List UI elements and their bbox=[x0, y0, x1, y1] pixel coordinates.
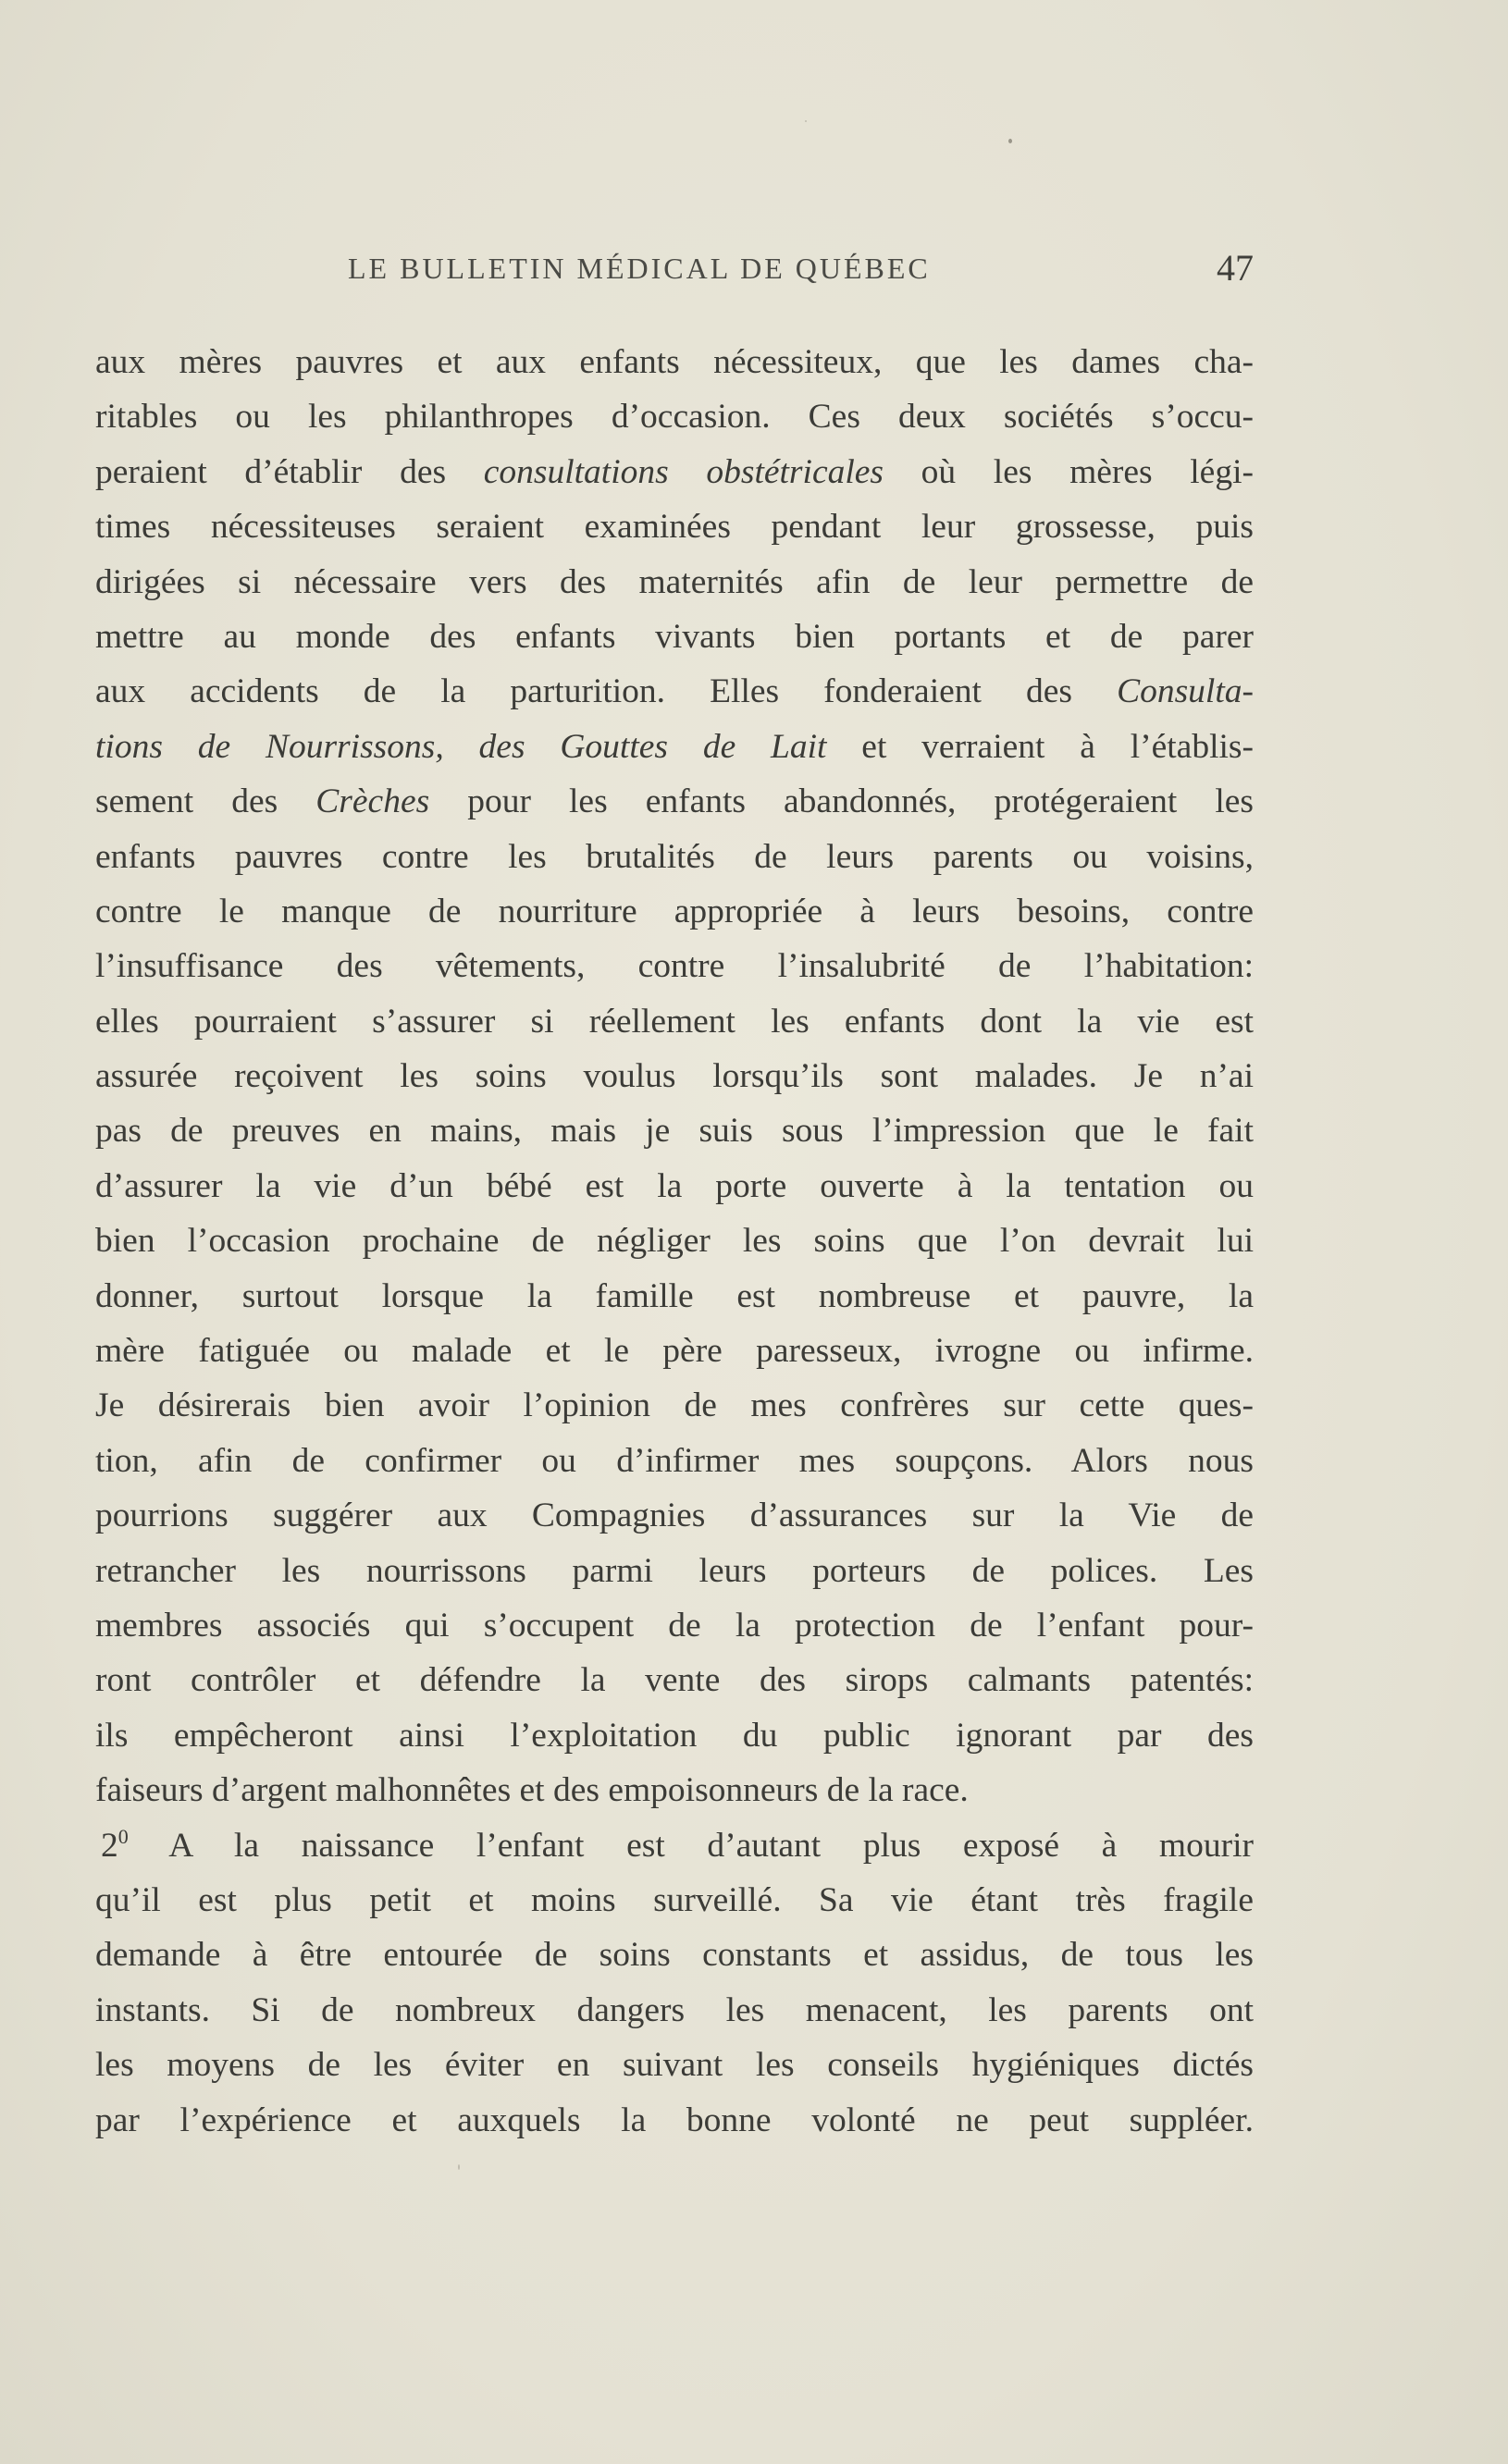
text-line: par l’expérience et auxquels la bonne volonté ne peut suppléer. bbox=[95, 2101, 1254, 2139]
text-line: tion, afin de confirmer ou d’infirmer mes soupçons. Alors nous bbox=[95, 1441, 1254, 1480]
text-line: demande à être entourée de soins constants et assidus, de tous les bbox=[95, 1936, 1254, 1975]
text-line: retrancher les nourrissons parmi leurs porteurs de polices. Les bbox=[95, 1551, 1254, 1590]
text-line: enfants pauvres contre les brutalités de leurs parents ou voisins, bbox=[95, 837, 1254, 876]
text-line: pourrions suggérer aux Compagnies d’assurances sur la Vie de bbox=[95, 1497, 1254, 1535]
text-line: faiseurs d’argent malhonnêtes et des empoisonneurs de la race. bbox=[95, 1771, 969, 1810]
paper-speck bbox=[1008, 139, 1012, 143]
text-line: mère fatiguée ou malade et le père paresseux, ivrogne ou infirme. bbox=[95, 1332, 1254, 1371]
text-line: ront contrôler et défendre la vente des sirops calmants patentés: bbox=[95, 1661, 1254, 1700]
text-line: contre le manque de nourriture appropriée à leurs besoins, contre bbox=[95, 892, 1254, 930]
running-head bbox=[93, 242, 1254, 298]
text-line: instants. Si de nombreux dangers les menacent, les parents ont bbox=[95, 1990, 1254, 2029]
text-line: qu’il est plus petit et moins surveillé. Sa vie étant très fragile bbox=[95, 1880, 1254, 1919]
text-line: aux mères pauvres et aux enfants nécessiteux, que les dames cha- bbox=[95, 343, 1254, 381]
text-line: pas de preuves en mains, mais je suis sous l’impression que le fait bbox=[95, 1112, 1254, 1151]
text-line: donner, surtout lorsque la famille est nombreuse et pauvre, la bbox=[95, 1276, 1254, 1315]
text-line: times nécessiteuses seraient examinées pendant leur grossesse, puis bbox=[95, 508, 1254, 547]
text-line: l’insuffisance des vêtements, contre l’insalubrité de l’habitation: bbox=[95, 947, 1254, 986]
text-line: les moyens de les éviter en suivant les conseils hygiéniques dictés bbox=[95, 2046, 1254, 2085]
paper-speck bbox=[805, 120, 807, 122]
text-line: mettre au monde des enfants vivants bien portants et de parer bbox=[95, 617, 1254, 656]
text-line: Je désirerais bien avoir l’opinion de mes confrères sur cette ques- bbox=[95, 1386, 1254, 1425]
text-line: dirigées si nécessaire vers des maternités afin de leur permettre de bbox=[95, 562, 1254, 601]
text-line: bien l’occasion prochaine de négliger les soins que l’on devrait lui bbox=[95, 1222, 1254, 1261]
paper-speck bbox=[458, 2164, 460, 2170]
text-line: aux accidents de la parturition. Elles fonderaient des Consulta- bbox=[95, 672, 1254, 711]
text-line: membres associés qui s’occupent de la protection de l’enfant pour- bbox=[95, 1606, 1254, 1645]
text-line: $2^0$ A la naissance l’enfant est d’autant plus exposé à mourir bbox=[101, 1824, 1254, 1865]
text-line: d’assurer la vie d’un bébé est la porte ouverte à la tentation ou bbox=[95, 1166, 1254, 1205]
text-line: ils empêcheront ainsi l’exploitation du public ignorant par des bbox=[95, 1716, 1254, 1755]
text-line: elles pourraient s’assurer si réellement les enfants dont la vie est bbox=[95, 1002, 1254, 1041]
page-number: 47 bbox=[1217, 247, 1254, 289]
text-line: sement des Crèches pour les enfants abandonnés, protégeraient les bbox=[95, 782, 1254, 821]
body-text bbox=[95, 335, 1254, 2148]
running-title: LE BULLETIN MÉDICAL DE QUÉBEC bbox=[348, 252, 931, 285]
text-line: assurée reçoivent les soins voulus lorsqu’ils sont malades. Je n’ai bbox=[95, 1057, 1254, 1096]
text-line: ritables ou les philanthropes d’occasion. Ces deux sociétés s’occu- bbox=[95, 398, 1254, 437]
text-line: peraient d’établir des consultations obstétricales où les mères légi- bbox=[95, 452, 1254, 491]
text-line: tions de Nourrissons, des Gouttes de Lait et verraient à l’établis- bbox=[95, 727, 1254, 766]
